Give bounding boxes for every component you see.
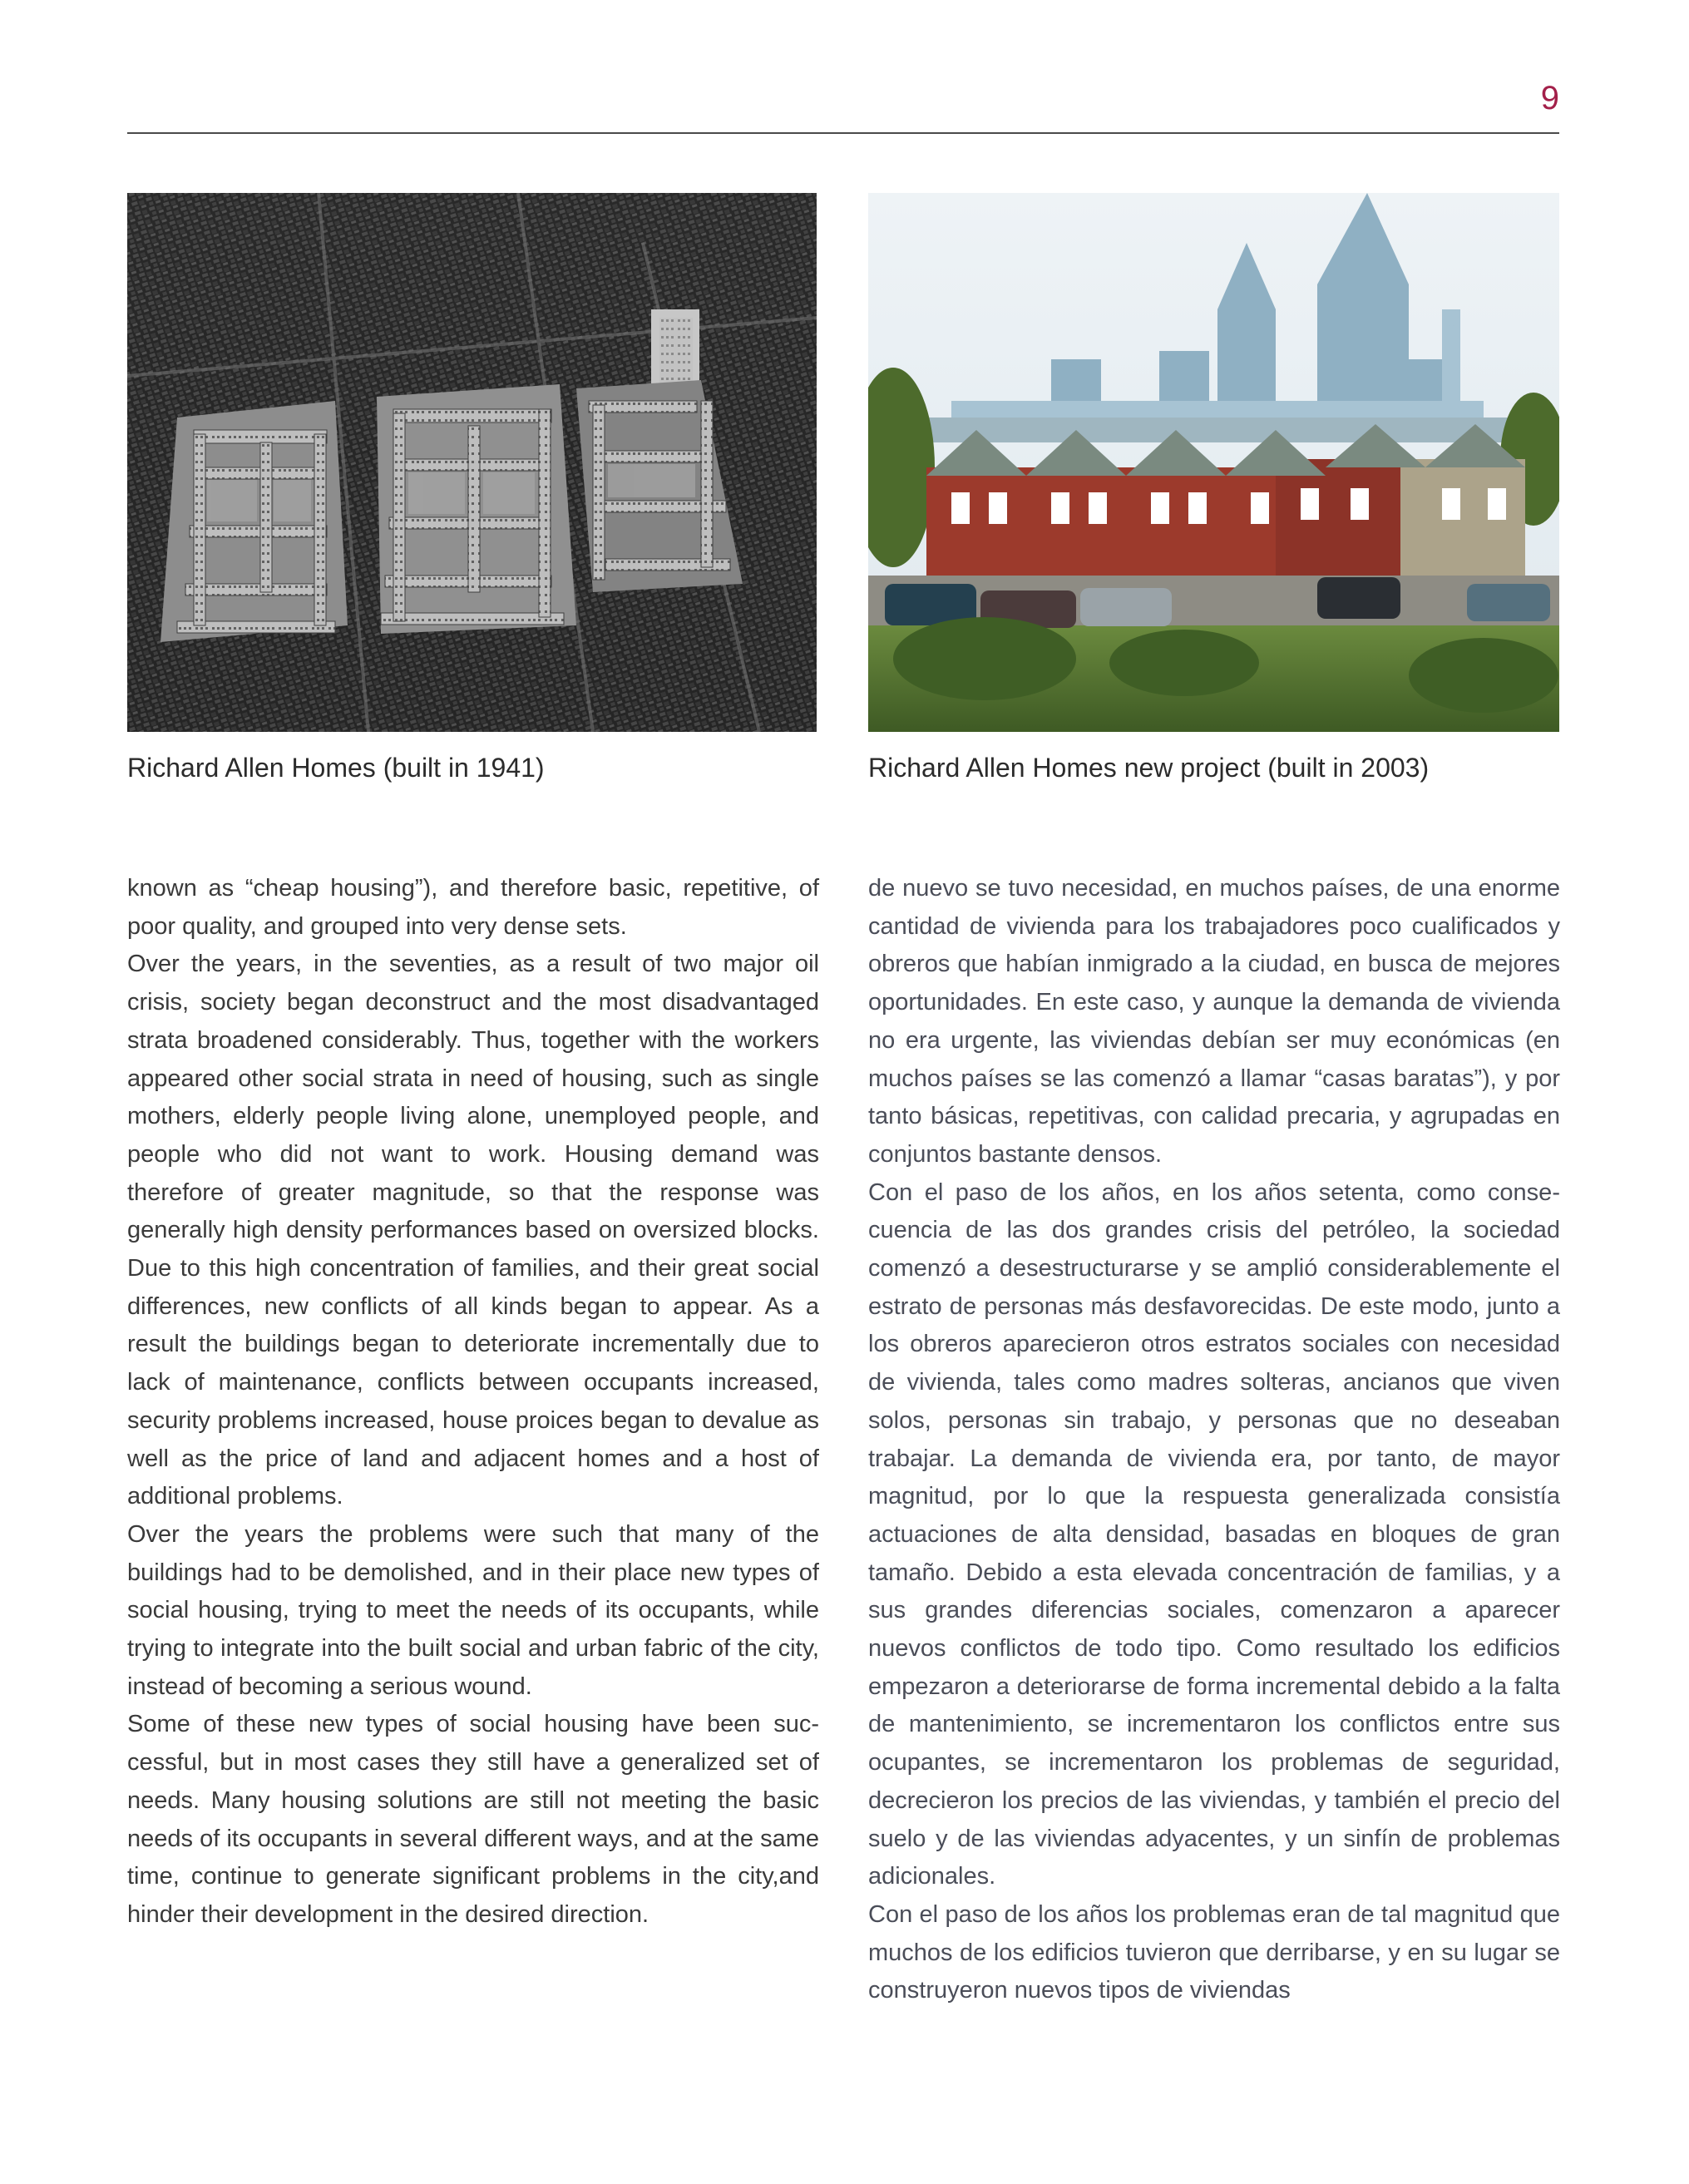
paragraph: known as “cheap housing”), and therefore basic, repetitive, of poor quality, and grouped into very dense sets. (127, 875, 819, 940)
paragraph: Over the years, in the seventies, as a result of two major oil crisis, society began deconstruct and the most disadvantaged strata broadened considerably. Thus, together with the workers appeared other social strata in need of housing, such as single mothers, elderly people living alone, unemployed people, and people who did not want to work. Housing demand was therefore of greater magnitude, so that the response was generally high density performances based on oversized blocks. Due to this high concentration of families, and their great social differences, new conflicts of all kinds began to appear. As a result the buildings began to deteriorate incrementally due to lack of maintenance, conflicts between occupants increased, security problems increased, house proices began to devalue as well as the price of land and adjacent homes and a host of additional problems. (127, 951, 819, 1510)
paragraph: de nuevo se tuvo necesidad, en muchos países, de una enorme cantidad de vivienda para los trabajadores poco cualificados y obreros que habían inmigrado a la ciudad, en busca de mejores oportunidades. En este caso, y aunque la demanda de vivienda no era urgente, las viviendas debían ser muy económicas (en muchos países se las comenzó a llamar “casas baratas”), y por tanto básicas, repetitivas, con calidad precaria, y agrupadas en conjuntos bastante densos. (868, 875, 1560, 1168)
spanish-text-column (868, 870, 1560, 2010)
paragraph: Con el paso de los años los problemas eran de tal magnitud que muchos de los edificios tuvieron que derribarse, y en su lugar se construyeron nuevos tipos de viviendas (868, 1900, 1560, 2004)
paragraph: Con el paso de los años, en los años setenta, como consecuencia de las dos grandes crisis del petróleo, la sociedad comenzó a desestructurarse y se amplió considerablemente el estrato de personas más desfavorecidas. De este modo, junto a los obreros aparecieron otros estratos sociales con necesidad de vivienda, tales como madres solteras, ancianos que viven solos, personas sin trabajo, y personas que no deseaban trabajar. La demanda de vivienda era, por tanto, de mayor magnitud, por lo que la respuesta generalizada consistía actuaciones de alta densidad, basadas en bloques de gran tamaño. Debido a esta elevada concentración de familias, y a sus grandes diferencias sociales, comenzaron a aparecer nuevos conflictos de todo tipo. Como resultado los edificios empezaron a deteriorarse de forma incremental debido a la falta de mantenimiento, se incrementaron los conflictos entre sus ocupantes, se incrementaron los problemas de seguridad, decrecieron los precios de las viviendas, y también el precio del suelo y de las viviendas adyacentes, y un sinfín de problemas adicionales. (868, 1178, 1560, 1890)
english-text-column (127, 870, 819, 1934)
paragraph: Some of these new types of social housing have been successful, but in most cases they still have a generalized set of needs. Many housing solutions are still not meeting the basic needs of its occupants in several different ways, and at the same time, continue to generate significant problems in the city,and hinder their development in the desired direction. (127, 1711, 819, 1928)
paragraph: Over the years the problems were such that many of the buildings had to be demolished, and in their place new types of social housing, trying to meet the needs of its occupants, while trying to integrate into the built social and urban fabric of the city, instead of becoming a serious wound. (127, 1520, 819, 1700)
new-project-photo-2003 (868, 193, 1559, 732)
header-rule (127, 132, 1559, 134)
figure-caption-left: Richard Allen Homes (built in 1941) (127, 753, 545, 783)
figure-caption-right: Richard Allen Homes new project (built in 2003) (868, 753, 1430, 783)
aerial-photo-1941 (127, 193, 817, 732)
page-number: 9 (1540, 80, 1559, 116)
